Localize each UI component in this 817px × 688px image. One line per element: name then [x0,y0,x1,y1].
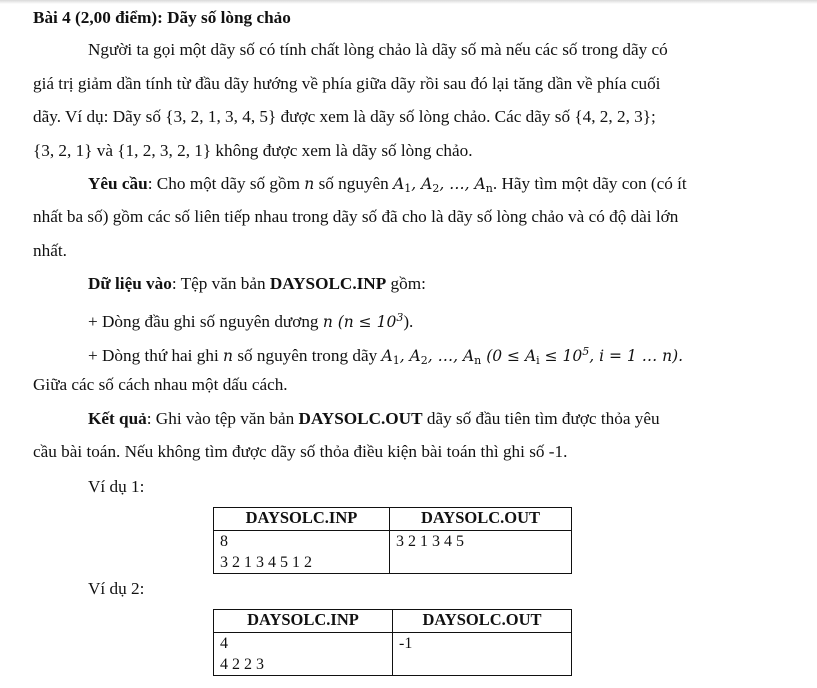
output-heading-line: Kết quả: Ghi vào tệp văn bản DAYSOLC.OUT dãy số đầu tiên tìm được thỏa yêu [88,409,660,428]
requirement-line-2: nhất ba số) gồm các số liên tiếp nhau trong dãy số đã cho là dãy số lòng chảo và có độ dài lớn [33,207,679,226]
output-file-name: DAYSOLC.OUT [298,409,423,428]
input-file-name: DAYSOLC.INP [269,274,387,293]
output-label: Kết quả [88,409,147,428]
input-text-a: : Tệp văn bản [171,274,270,293]
example-1-table [213,507,572,574]
math-n: n [304,175,315,193]
example-2-table [213,609,572,676]
input-cell: 4 4 2 2 3 [214,633,393,676]
table-header-row [214,610,572,633]
intro-line-2: giá trị giảm dần tính từ đầu dãy hướng về phía giữa dãy rồi sau đó lại tăng dần về phía cuối [33,74,661,93]
example-1-label: Ví dụ 1: [88,477,145,496]
math-sequence: $A_1$, $A_2$, …, $A_n$ [393,175,493,195]
requirement-text-c: . Hãy tìm một dãy con (có ít [492,174,687,193]
input-cell: 8 3 2 1 3 4 5 1 2 [214,531,390,574]
input-heading-line [88,274,426,294]
table-row [214,633,572,676]
input-label: Dữ liệu vào [88,274,172,293]
header-input-file: DAYSOLC.INP [214,508,390,531]
math-a-constraint: $A_1$, $A_2$, …, $A_n$ ($0 \le A_i \le 10^5$, i = 1 … n). [381,345,684,367]
output-cell: 3 2 1 3 4 5 [390,531,572,574]
example-2-label: Ví dụ 2: [88,579,145,598]
input-bullet-1: + Dòng đầu ghi số nguyên dương n $(n \le 10^3)$. [88,311,414,331]
header-output-file: DAYSOLC.OUT [390,508,572,531]
header-input-file: DAYSOLC.INP [214,610,393,633]
table-header-row [214,508,572,531]
requirement-line-3: nhất. [33,241,67,260]
intro-line-1: Người ta gọi một dãy số có tính chất lòng chảo là dãy số mà nếu các số trong dãy có [88,40,668,59]
requirement-line-1 [88,174,687,199]
requirement-label: Yêu cầu [88,174,148,193]
problem-title: Bài 4 (2,00 điểm): Dãy số lòng chảo [33,8,291,27]
intro-line-3: dãy. Ví dụ: Dãy số {3, 2, 1, 3, 4, 5} được xem là dãy số lòng chảo. Các dãy số {4, 2, 2, 3}; [33,107,656,126]
requirement-text-a: : Cho một dãy số gồm [147,174,305,193]
input-line-last: Giữa các số cách nhau một dấu cách. [33,375,288,394]
math-n-constraint: n ($n \le 10^3$ [322,311,404,331]
input-bullet-2: + Dòng thứ hai ghi n số nguyên trong dãy $A_1$, $A_2$, …, $A_n$ ($0 \le A_i \le 10^5$, i = 1 … n). [88,345,684,367]
output-line-2: cầu bài toán. Nếu không tìm được dãy số thỏa điều kiện bài toán thì ghi số -1. [33,442,568,461]
intro-line-4: {3, 2, 1} và {1, 2, 3, 2, 1} không được xem là dãy số lòng chảo. [33,141,473,160]
input-text-b: gồm: [386,274,426,293]
output-cell: -1 [393,633,572,676]
table-row [214,531,572,574]
header-output-file: DAYSOLC.OUT [393,610,572,633]
top-edge-shadow [0,0,817,4]
requirement-text-b: số nguyên [314,174,394,193]
